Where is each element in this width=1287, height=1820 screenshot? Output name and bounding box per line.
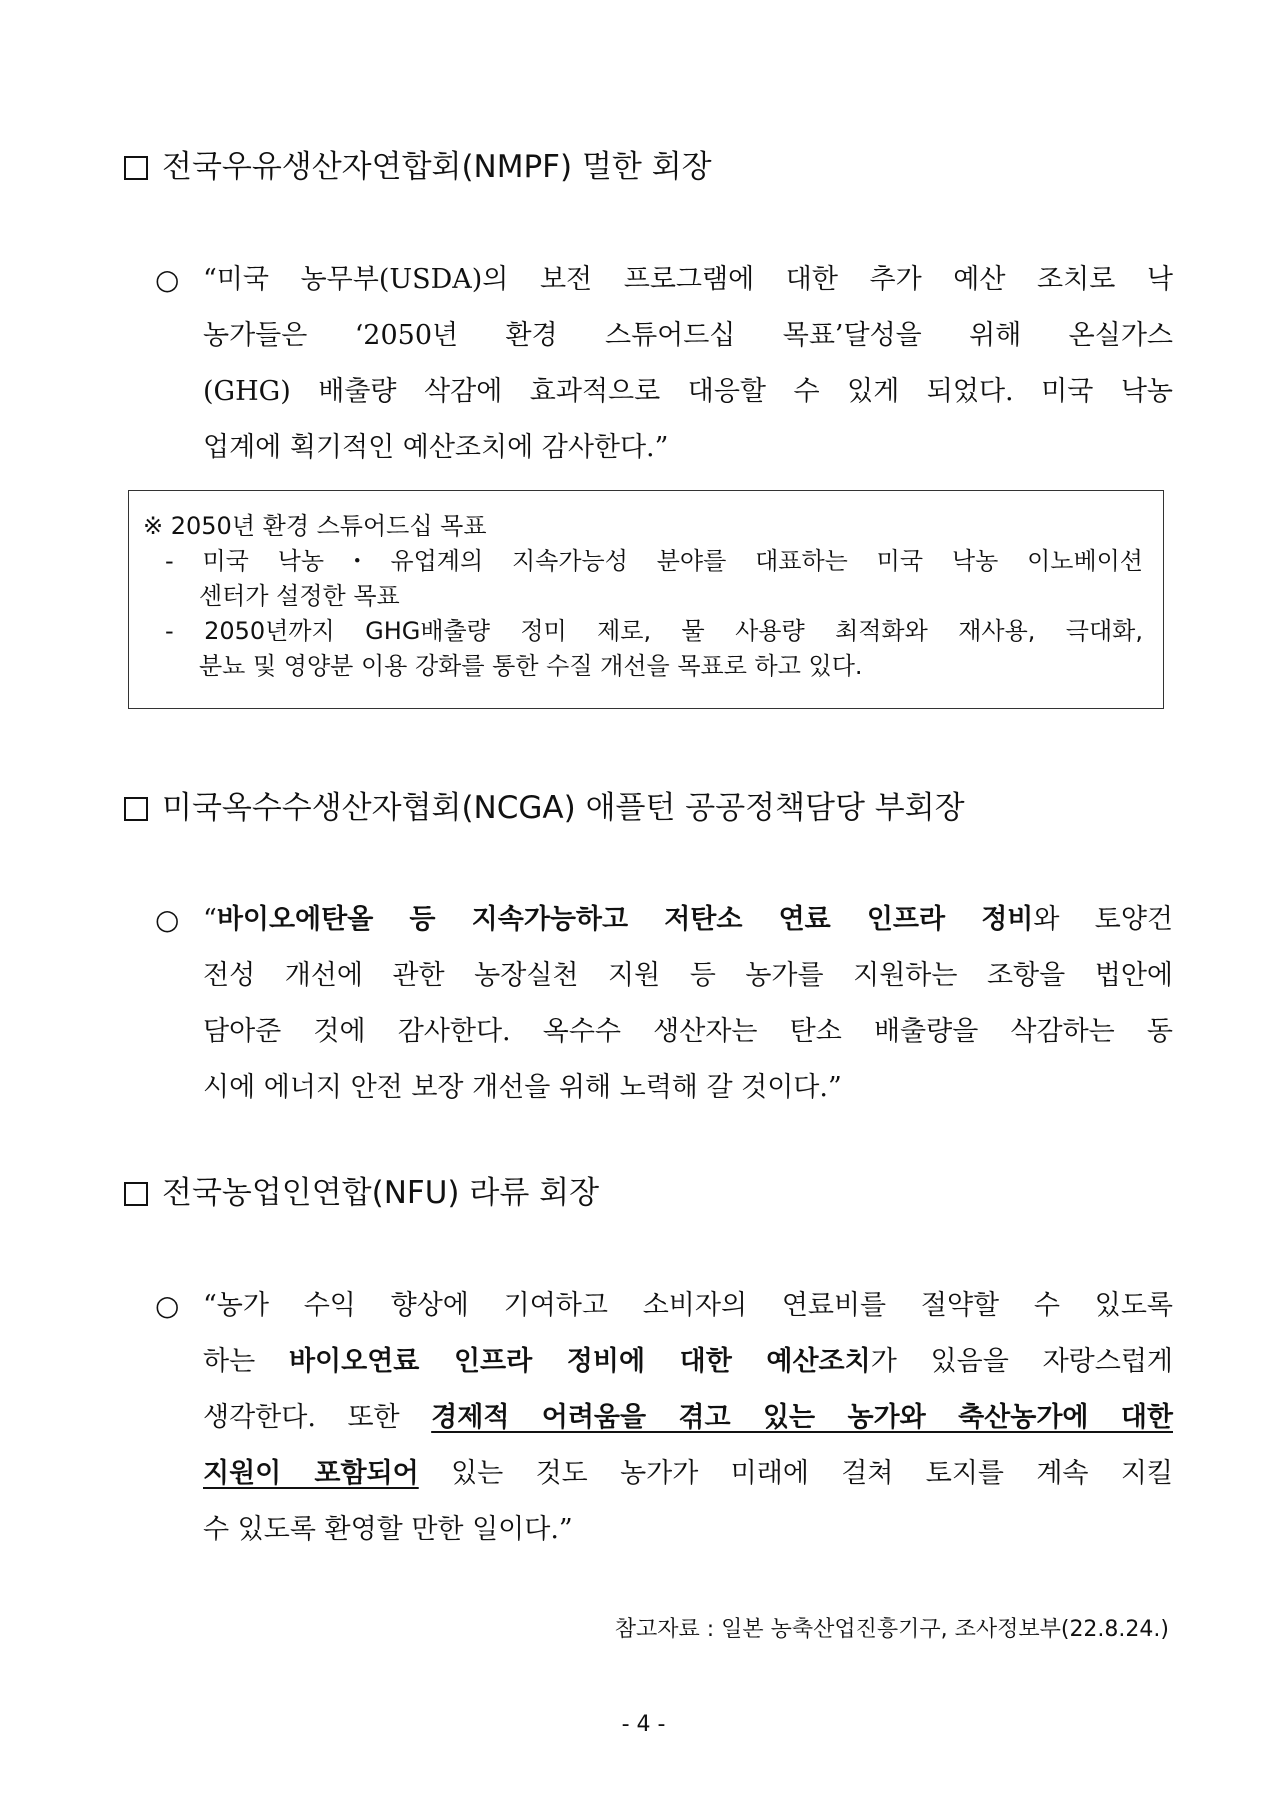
note-item-line: 센터가 설정한 목표 xyxy=(199,582,400,610)
quote-line: 생각한다. 또한 경제적 어려움을 겪고 있는 농가와 축산농가에 대한 xyxy=(203,1402,1173,1433)
section-heading-nfu xyxy=(124,1175,600,1211)
bold-emphasis: 바이오에탄올 등 지속가능하고 저탄소 연료 인프라 정비 xyxy=(216,904,1034,935)
note-item-line: 분뇨 및 영양분 이용 강화를 통한 수질 개선을 목표로 하고 있다. xyxy=(199,652,863,680)
checkbox-square-icon xyxy=(124,797,148,821)
quote-line: 담아준 것에 감사한다. 옥수수 생산자는 탄소 배출량을 삭감하는 동 xyxy=(203,1016,1173,1047)
note-title: ※ 2050년 환경 스튜어드십 목표 xyxy=(143,512,487,540)
circle-bullet-icon: ○ xyxy=(155,1289,180,1322)
underlined-emphasis: 경제적 어려움을 겪고 있는 농가와 축산농가에 대한 xyxy=(431,1402,1173,1433)
quote-line: “농가 수익 향상에 기여하고 소비자의 연료비를 절약할 수 있도록 xyxy=(203,1290,1173,1321)
checkbox-square-icon xyxy=(124,156,148,180)
quote-line: (GHG) 배출량 삭감에 효과적으로 대응할 수 있게 되었다. 미국 낙농 xyxy=(203,376,1173,407)
quote-line: 수 있도록 환영할 만한 일이다.” xyxy=(203,1514,573,1545)
circle-bullet-icon: ○ xyxy=(155,263,180,296)
quote-line: “바이오에탄올 등 지속가능하고 저탄소 연료 인프라 정비와 토양건 xyxy=(203,904,1173,935)
quote-line: “미국 농무부(USDA)의 보전 프로그램에 대한 추가 예산 조치로 낙 xyxy=(203,264,1173,295)
note-box xyxy=(128,490,1164,709)
note-item-line: - 미국 낙농・유업계의 지속가능성 분야를 대표하는 미국 낙농 이노베이션 xyxy=(165,547,1143,575)
source-reference: 참고자료 : 일본 농축산업진흥기구, 조사정보부(22.8.24.) xyxy=(614,1617,1169,1642)
quote-line: 농가들은 ‘2050년 환경 스튜어드십 목표’달성을 위해 온실가스 xyxy=(203,320,1173,351)
quote-line: 시에 에너지 안전 보장 개선을 위해 노력해 갈 것이다.” xyxy=(203,1072,842,1103)
quote-line: 하는 바이오연료 인프라 정비에 대한 예산조치가 있음을 자랑스럽게 xyxy=(203,1346,1174,1377)
underlined-emphasis: 지원이 포함되어 xyxy=(203,1458,419,1489)
quote-line: 지원이 포함되어 있는 것도 농가가 미래에 걸쳐 토지를 계속 지킬 xyxy=(203,1458,1173,1489)
quote-nmpf xyxy=(155,252,1173,476)
section-heading-ncga xyxy=(124,790,965,826)
checkbox-square-icon xyxy=(124,1182,148,1206)
circle-bullet-icon: ○ xyxy=(155,903,180,936)
heading-text: 미국옥수수생산자협회(NCGA) 애플턴 공공정책담당 부회장 xyxy=(162,790,965,826)
heading-text: 전국농업인연합(NFU) 라류 회장 xyxy=(162,1175,600,1211)
quote-line: 업계에 획기적인 예산조치에 감사한다.” xyxy=(203,432,669,463)
quote-ncga xyxy=(155,892,1173,1116)
heading-text: 전국우유생산자연합회(NMPF) 멀한 회장 xyxy=(162,149,712,185)
section-heading-nmpf xyxy=(124,149,712,185)
page-number: - 4 - xyxy=(621,1712,666,1737)
bold-emphasis: 바이오연료 인프라 정비에 대한 예산조치 xyxy=(288,1346,871,1377)
quote-line: 전성 개선에 관한 농장실천 지원 등 농가를 지원하는 조항을 법안에 xyxy=(203,960,1173,991)
note-item-line: - 2050년까지 GHG배출량 정미 제로, 물 사용량 최적화와 재사용, 극대화, xyxy=(165,617,1143,645)
quote-nfu xyxy=(155,1278,1173,1558)
